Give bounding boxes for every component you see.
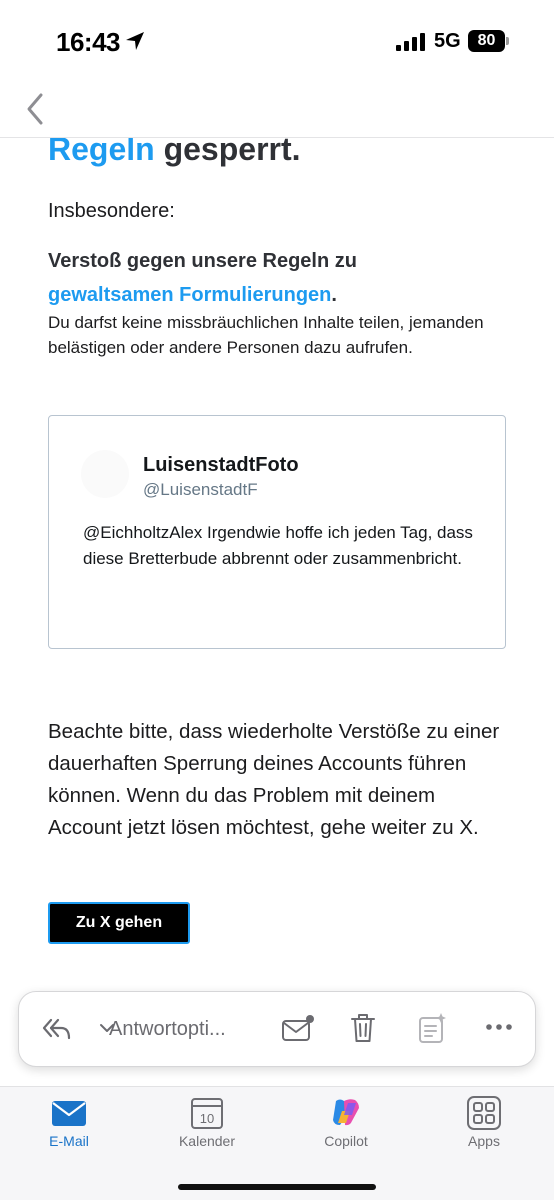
email-body: [0, 138, 554, 988]
tab-email[interactable]: [0, 1087, 138, 1167]
status-bar: [0, 0, 554, 84]
reply-toolbar: [18, 991, 536, 1067]
violent-speech-link[interactable]: gewaltsamen Formulierungen: [48, 284, 332, 306]
back-chevron-icon[interactable]: [24, 92, 46, 126]
calendar-icon: [189, 1095, 225, 1131]
rule-title: [48, 244, 488, 312]
rules-link[interactable]: Regeln: [48, 138, 155, 167]
battery-level: 80: [468, 30, 505, 52]
navigation-bar: [0, 84, 554, 138]
reported-tweet-card: [48, 415, 506, 649]
more-icon[interactable]: [485, 1022, 513, 1032]
network-type: 5G: [434, 30, 461, 52]
battery-cap: [506, 37, 509, 45]
intro-text: Insbesondere:: [48, 200, 175, 222]
cellular-signal-icon: [396, 33, 426, 51]
home-indicator: [178, 1184, 376, 1190]
tab-copilot-label: Copilot: [324, 1133, 368, 1149]
email-headline: [48, 138, 301, 168]
trash-icon[interactable]: [349, 1012, 377, 1044]
status-time: 16:43: [56, 27, 120, 57]
hidden-body-text: [48, 1064, 518, 1086]
tab-bar: [0, 1086, 554, 1200]
go-to-x-button[interactable]: Zu X gehen: [48, 902, 190, 944]
rule-title-suffix: .: [331, 284, 337, 306]
tab-calendar[interactable]: [138, 1087, 276, 1167]
tab-apps[interactable]: [415, 1087, 553, 1167]
calendar-day: 10: [199, 1111, 215, 1126]
tweet-author-handle: @LuisenstadtF: [143, 480, 258, 499]
reply-options-label[interactable]: Antwortopti...: [109, 1018, 226, 1040]
tab-calendar-label: Kalender: [178, 1133, 236, 1149]
tab-apps-label: Apps: [468, 1133, 500, 1149]
tab-copilot[interactable]: [277, 1087, 415, 1167]
battery-icon: [468, 30, 510, 52]
reply-all-icon[interactable]: [41, 1016, 71, 1042]
warning-text: Beachte bitte, dass wiederholte Verstöße zu einer dauerhaften Sperrung deines Accounts führen können. Wenn du das Problem mit deinem Account jetzt lösen möchtest, gehe weiter zu X.: [48, 720, 500, 839]
tweet-author-name: LuisenstadtFoto: [143, 454, 299, 476]
rule-description: Du darfst keine missbräuchlichen Inhalte teilen, jemanden belästigen oder andere Personen dazu aufrufen.: [48, 313, 484, 357]
mail-icon: [51, 1095, 87, 1131]
copilot-icon: [328, 1095, 364, 1131]
mark-unread-icon[interactable]: [281, 1014, 315, 1044]
location-arrow-icon: [124, 30, 146, 52]
tweet-author-avatar: [81, 450, 129, 498]
apps-grid-icon: [466, 1095, 502, 1131]
rule-title-prefix: Verstoß gegen unsere Regeln zu: [48, 250, 357, 272]
ai-summary-icon[interactable]: [417, 1012, 447, 1044]
tweet-text: @EichholtzAlex Irgendwie hoffe ich jeden Tag, dass diese Bretterbude abbrennt oder zusammenbricht.: [83, 523, 473, 568]
tab-email-label: E-Mail: [49, 1133, 89, 1149]
headline-text: gesperrt.: [163, 138, 301, 167]
